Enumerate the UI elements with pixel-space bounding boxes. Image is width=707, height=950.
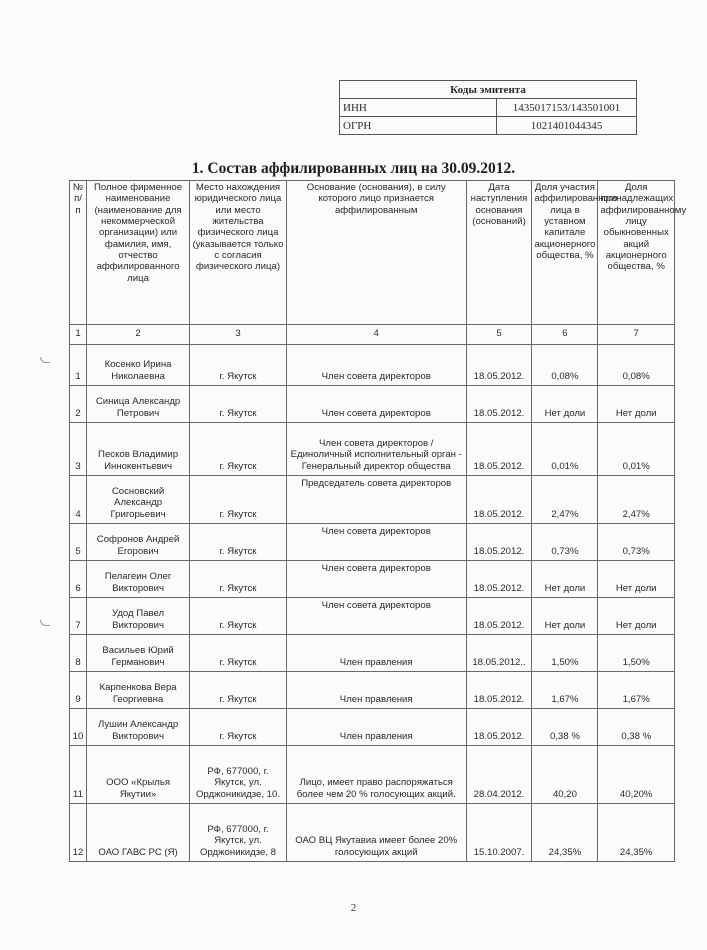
- affiliation-basis: Член правления: [286, 672, 466, 709]
- basis-date: 28.04.2012.: [466, 746, 532, 804]
- table-row: [70, 561, 675, 598]
- basis-date: 18.05.2012.: [466, 345, 532, 386]
- affiliate-name: Лушин Александр Викторович: [87, 709, 190, 746]
- issuer-codes-header: Коды эмитента: [340, 81, 637, 99]
- row-number: 3: [70, 423, 87, 476]
- table-row: [70, 345, 675, 386]
- column-number-row: [70, 325, 675, 345]
- stock-share: 24,35%: [598, 804, 675, 862]
- affiliation-basis: Лицо, имеет право распоряжаться более чем 20 % голосующих акций.: [286, 746, 466, 804]
- affiliate-location: г. Якутск: [190, 386, 287, 423]
- affiliation-basis: Член правления: [286, 635, 466, 672]
- inn-value: 1435017153/143501001: [497, 99, 637, 117]
- capital-share: 0,73%: [532, 524, 598, 561]
- basis-date: 18.05.2012.: [466, 423, 532, 476]
- affiliate-name: Пелагеин Олег Викторович: [87, 561, 190, 598]
- stock-share: 1,50%: [598, 635, 675, 672]
- affiliate-location: г. Якутск: [190, 598, 287, 635]
- affiliate-name: Косенко Ирина Николаевна: [87, 345, 190, 386]
- stock-share: Нет доли: [598, 561, 675, 598]
- affiliation-basis: Член правления: [286, 709, 466, 746]
- affiliate-name: Карпенкова Вера Георгиевна: [87, 672, 190, 709]
- stock-share: Нет доли: [598, 598, 675, 635]
- affiliate-name: Васильев Юрий Германович: [87, 635, 190, 672]
- col-header-date: Дата наступления основания (оснований): [466, 181, 532, 325]
- header-row: [70, 181, 675, 325]
- section-title: 1. Состав аффилированных лиц на 30.09.2012.: [191, 160, 516, 177]
- capital-share: 1,50%: [532, 635, 598, 672]
- stock-share: 1,67%: [598, 672, 675, 709]
- row-number: 8: [70, 635, 87, 672]
- col-header-share: Доля участия аффилированного лица в уставном капитале акционерного общества, %: [532, 181, 598, 325]
- row-number: 11: [70, 746, 87, 804]
- basis-date: 18.05.2012.: [466, 672, 532, 709]
- row-number: 1: [70, 345, 87, 386]
- capital-share: 40,20: [532, 746, 598, 804]
- affiliate-name: ООО «Крылья Якутии»: [87, 746, 190, 804]
- affiliation-basis: Член совета директоров: [286, 561, 466, 598]
- basis-date: 18.05.2012.: [466, 598, 532, 635]
- capital-share: 2,47%: [532, 476, 598, 524]
- table-row: [70, 476, 675, 524]
- basis-date: 15.10.2007.: [466, 804, 532, 862]
- table-row: [70, 635, 675, 672]
- basis-date: 18.05.2012.: [466, 476, 532, 524]
- col-header-name: Полное фирменное наименование (наименование для некоммерческой организации) или фамилия, имя, отчество аффилированного лица: [87, 181, 190, 325]
- affiliate-name: Софронов Андрей Егорович: [87, 524, 190, 561]
- affiliates-table: [69, 180, 687, 862]
- stock-share: 0,01%: [598, 423, 675, 476]
- stock-share: 0,08%: [598, 345, 675, 386]
- stock-share: 0,38 %: [598, 709, 675, 746]
- stock-share: 2,47%: [598, 476, 675, 524]
- stock-share: 0,73%: [598, 524, 675, 561]
- row-number: 10: [70, 709, 87, 746]
- row-number: 4: [70, 476, 87, 524]
- affiliate-location: г. Якутск: [190, 345, 287, 386]
- affiliate-location: г. Якутск: [190, 524, 287, 561]
- row-number: 5: [70, 524, 87, 561]
- affiliation-basis: Член совета директоров: [286, 345, 466, 386]
- capital-share: 1,67%: [532, 672, 598, 709]
- affiliate-name: Сосновский Александр Григорьевич: [87, 476, 190, 524]
- capital-share: Нет доли: [532, 561, 598, 598]
- column-number: 6: [532, 325, 598, 345]
- affiliate-name: Песков Владимир Иннокентьевич: [87, 423, 190, 476]
- affiliate-location: г. Якутск: [190, 709, 287, 746]
- stock-share: 40,20%: [598, 746, 675, 804]
- column-number: 7: [598, 325, 675, 345]
- affiliate-name: Удод Павел Викторович: [87, 598, 190, 635]
- row-number: 9: [70, 672, 87, 709]
- basis-date: 18.05.2012.: [466, 709, 532, 746]
- column-number: 1: [70, 325, 87, 345]
- table-row: [70, 423, 675, 476]
- affiliate-location: г. Якутск: [190, 561, 287, 598]
- affiliate-location: г. Якутск: [190, 635, 287, 672]
- affiliation-basis: Член совета директоров: [286, 598, 466, 635]
- col-header-stock: Доля принадлежащих аффилированному лицу обыкновенных акций акционерного общества, %: [598, 181, 675, 325]
- column-number: 4: [286, 325, 466, 345]
- affiliate-location: г. Якутск: [190, 423, 287, 476]
- basis-date: 18.05.2012.: [466, 386, 532, 423]
- affiliate-name: Синица Александр Петрович: [87, 386, 190, 423]
- affiliation-basis: Член совета директоров / Единоличный исполнительный орган - Генеральный директор общества: [286, 423, 466, 476]
- basis-date: 18.05.2012..: [466, 635, 532, 672]
- table-row: [70, 804, 675, 862]
- scan-mark: [40, 357, 50, 363]
- basis-date: 18.05.2012.: [466, 561, 532, 598]
- capital-share: 0,08%: [532, 345, 598, 386]
- capital-share: 0,01%: [532, 423, 598, 476]
- capital-share: 24,35%: [532, 804, 598, 862]
- capital-share: Нет доли: [532, 386, 598, 423]
- row-number: 12: [70, 804, 87, 862]
- column-number: 3: [190, 325, 287, 345]
- column-number: 5: [466, 325, 532, 345]
- inn-label: ИНН: [340, 99, 497, 117]
- row-number: 6: [70, 561, 87, 598]
- capital-share: Нет доли: [532, 598, 598, 635]
- affiliate-location: РФ, 677000, г. Якутск, ул. Орджоникидзе, 10.: [190, 746, 287, 804]
- row-number: 7: [70, 598, 87, 635]
- affiliate-location: РФ, 677000, г. Якутск, ул. Орджоникидзе, 8: [190, 804, 287, 862]
- stock-share: Нет доли: [598, 386, 675, 423]
- col-header-place: Место нахождения юридического лица или место жительства физического лица (указывается только с согласия физического лица): [190, 181, 287, 325]
- scan-mark: [40, 620, 50, 626]
- affiliation-basis: Член совета директоров: [286, 386, 466, 423]
- capital-share: 0,38 %: [532, 709, 598, 746]
- row-number: 2: [70, 386, 87, 423]
- table-row: [70, 598, 675, 635]
- affiliation-basis: Член совета директоров: [286, 524, 466, 561]
- column-number: 2: [87, 325, 190, 345]
- col-header-basis: Основание (основания), в силу которого лицо признается аффилированным: [286, 181, 466, 325]
- page-number: 2: [350, 902, 357, 914]
- ogrn-label: ОГРН: [340, 117, 497, 135]
- affiliation-basis: ОАО ВЦ Якутавиа имеет более 20% голосующих акций: [286, 804, 466, 862]
- affiliate-name: ОАО ГАВС РС (Я): [87, 804, 190, 862]
- table-row: [70, 672, 675, 709]
- col-header-number: № п/п: [70, 181, 87, 325]
- affiliate-location: г. Якутск: [190, 476, 287, 524]
- table-row: [70, 746, 675, 804]
- table-row: [70, 386, 675, 423]
- table-row: [70, 709, 675, 746]
- ogrn-value: 1021401044345: [497, 117, 637, 135]
- affiliate-location: г. Якутск: [190, 672, 287, 709]
- basis-date: 18.05.2012.: [466, 524, 532, 561]
- affiliation-basis: Председатель совета директоров: [286, 476, 466, 524]
- issuer-codes-table: [339, 80, 637, 135]
- table-row: [70, 524, 675, 561]
